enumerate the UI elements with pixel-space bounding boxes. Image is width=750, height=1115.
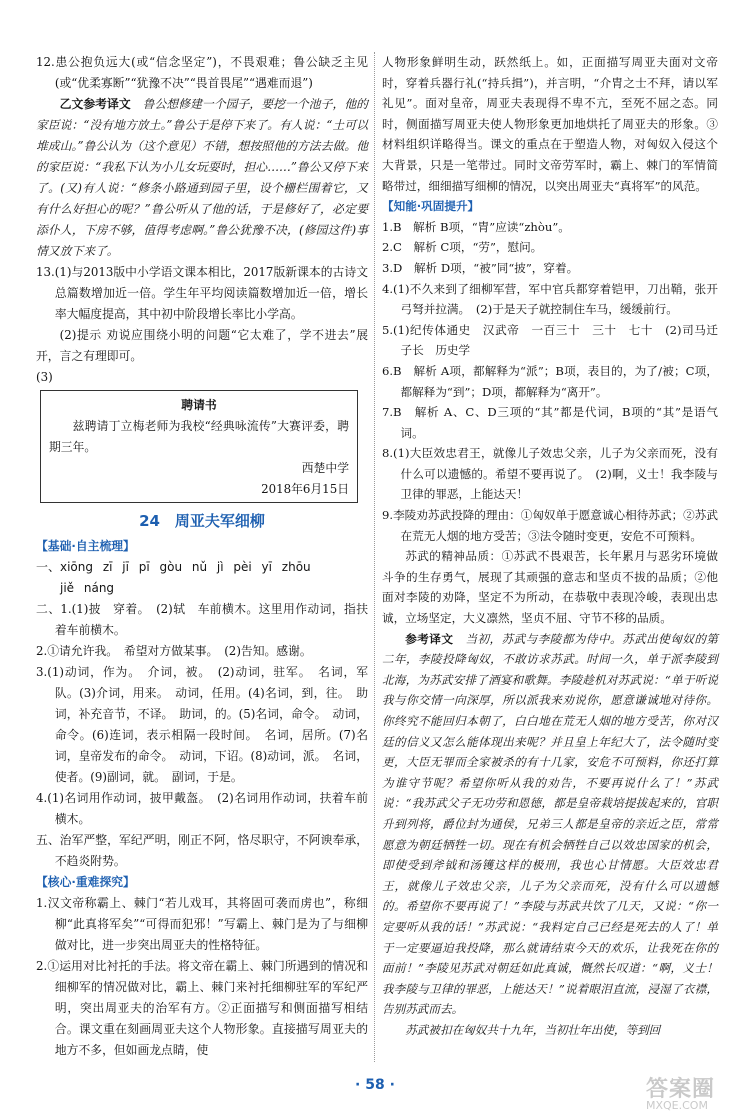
left-column <box>36 52 368 1061</box>
column-divider <box>374 52 375 1062</box>
exercise-answer-1: 1.B 解析 B项，“胄”应读“zhòu”。 <box>382 219 570 234</box>
invitation-letter-box <box>40 390 358 503</box>
section-basics-heading: 【基础·自主梳理】 <box>36 539 135 553</box>
core-answer-2-continued: 人物形象鲜明生动，跃然纸上。如，正面描写周亚夫面对文帝时，穿着兵器行礼(“持兵揖”)，并言明，“介胄之士不拜，请以军礼见”。面对皇帝，周亚夫表现得不卑不亢，至死不屈之态。同时，侧面描写周亚夫使人物形象更加地烘托了周亚夫的形象。③材料组织详略得当。课文的重点在于塑造人物，对匈奴入侵这个大背景，只是一笔带过。同时文帝劳军时，霸上、棘门的军情简略带过，细细描写细柳的情况，以突出周亚夫“真将军”的风范。 <box>382 55 718 193</box>
answer-13-2: (2)提示 劝说应围绕小明的问题“它太难了，学不进去”展开，言之有理即可。 <box>36 328 368 363</box>
section-core-heading: 【核心·重难探究】 <box>36 875 135 889</box>
invitation-title: 聘请书 <box>181 398 217 412</box>
pinyin-line-2: jiě náng <box>60 581 115 595</box>
translation-label: 乙文参考译文 <box>59 97 131 111</box>
reference-translation <box>382 629 718 1020</box>
lesson-title: 24 周亚夫军细柳 <box>139 512 265 530</box>
right-column <box>382 52 730 1041</box>
exercise-answer-6: 6.B 解析 A项，都解释为“派”；B项，表目的，为了/被；C项，都解释为“到”；D项，都解释为“离开”。 <box>382 363 718 399</box>
page-number: · 58 · <box>355 1077 395 1093</box>
answer-2-1: 二、1.(1)披 穿着。 (2)轼 车前横木。这里用作动词，指扶着车前横木。 <box>36 602 368 637</box>
yiwen-translation <box>36 94 368 262</box>
watermark-logo <box>646 1072 742 1112</box>
last-line: 苏武被扣在匈奴共十九年，当初壮年出使，等到回 <box>405 1022 661 1037</box>
exercise-answer-7: 7.B 解析 A、C、D三项的“其”都是代词，B项的“其”是语气词。 <box>382 405 718 440</box>
watermark-url: MXQE.COM <box>646 1099 708 1112</box>
exercise-answer-4: 4.(1)不久来到了细柳军营，军中官兵都穿着铠甲，刀出鞘，张开弓弩并拉满。 (2)于是天子就控制住车马，缓缓前行。 <box>382 281 718 317</box>
exercise-answer-5: 5.(1)纪传体通史 汉武帝 一百三十 三十 七十 (2)司马迁 子长 历史学 <box>382 322 730 358</box>
exercise-answer-3: 3.D 解析 D项，“被”同“披”，穿着。 <box>382 260 579 275</box>
answer-3: 3.(1)动词，作为。 介词，被。 (2)动词，驻军。 名词，军队。(3)介词，用来。 动词，任用。(4)名词，到，往。 助词，补充音节，不译。 助词，的。(5)名词，命令。 动词，命令。(6)连词，表示相隔一段时间。 名词，居所。(7)名词，皇帝发布的命令。 动词，下诏。(8)动词，派。 名词，使者。(9)副词，就。 副词，于是。 <box>36 665 368 784</box>
watermark-main-text: 答案圈 <box>646 1077 716 1102</box>
answer-13-1: 13.(1)与2013版中小学语文课本相比，2017版新课本的古诗文总篇数增加近一倍。学生年平均阅读篇数增加近一倍，增长率大幅度提高，其中初中阶段增长率比小学高。 <box>36 265 368 321</box>
exercise-answer-9-quality: 苏武的精神品质：①苏武不畏艰苦，长年累月与恶劣环境做斗争的生存勇气，展现了其顽强的意志和坚贞不拔的品质；②他面对李陵的劝降，坚定不为所动，在恭敬中表现冷峻，表现出忠诚，立场坚定，大义凛然，坚贞不屈、守节不移的品质。 <box>382 549 718 626</box>
answer-2-2: 2.①请允许我。 希望对方做某事。 (2)告知。感谢。 <box>36 644 312 658</box>
pinyin-line-1: 一、xiōng zī jī pī gòu nǔ jì pèi yī zhōu <box>36 560 311 574</box>
invitation-body: 兹聘请丁立梅老师为我校“经典咏流传”大赛评委，聘期三年。 <box>49 419 349 454</box>
answer-4: 4.(1)名词用作动词，披甲戴盔。 (2)名词用作动词，扶着车前横木。 <box>36 791 368 826</box>
core-answer-2: 2.①运用对比衬托的手法。将文帝在霸上、棘门所遇到的情况和细柳军的情况做对比，霸上、棘门来衬托细柳驻军的军纪严明，突出周亚夫的治军有方。②正面描写和侧面描写相结合。课文重在刻画周亚夫这个人物形象。直接描写周亚夫的地方不多，但如画龙点睛，使 <box>36 959 368 1057</box>
answer-13-3: (3) <box>36 370 53 384</box>
page-number-value: 58 <box>365 1077 385 1093</box>
answer-12: 12.患公抱负远大(或“信念坚定”)，不畏艰难；鲁公缺乏主见(或“优柔寡断”“犹豫不决”“畏首畏尾”“遇难而退”) <box>36 55 368 90</box>
translation-text: 鲁公想修建一个园子，要挖一个池子，他的家臣说：“没有地方放土。”鲁公于是停下来了。有人说：“土可以堆成山。”鲁公认为（这个意见）不错，想按照他的方法去做。他的家臣说：“我私下认为小儿女玩耍时，担心……”鲁公又停下来了。(又)有人说：“修条小路通到园子里，设个栅栏围着它，又有什么好担心的呢？”鲁公听从了他的话，于是修好了，必定要添仆人，下房不够，值得考虑啊。”鲁公犹豫不决，(修园这件)事情又放下来了。 <box>36 97 368 258</box>
exercise-answer-9: 9.李陵劝苏武投降的理由：①匈奴单于愿意诚心相待苏武；②苏武在荒无人烟的地方受苦；③法令随时变更，安危不可预料。 <box>382 508 718 543</box>
exercise-answer-2: 2.C 解析 C项，“劳”，慰问。 <box>382 240 543 255</box>
section-consolidation-heading: 【知能·巩固提升】 <box>382 199 480 214</box>
answer-5: 五、治军严整，军纪严明，刚正不阿，恪尽职守，不阿谀奉承，不趋炎附势。 <box>36 833 368 868</box>
exercise-answer-8: 8.(1)大臣效忠君王，就像儿子效忠父亲，儿子为父亲而死，没有什么可以遗憾的。希望不要再说了。 (2)啊，义士！我李陵与卫律的罪恶，上能达天！ <box>382 446 718 502</box>
invitation-school: 西楚中学 <box>301 461 349 475</box>
core-answer-1: 1.汉文帝称霸上、棘门“若儿戏耳，其将固可袭而虏也”，称细柳“此真将军矣”“可得而犯邪！”写霸上、棘门是为了与细柳做对比，进一步突出周亚夫的性格特征。 <box>36 896 368 952</box>
reference-translation-label: 参考译文 <box>405 631 454 646</box>
reference-translation-text: 当初，苏武与李陵都为侍中。苏武出使匈奴的第二年，李陵投降匈奴，不敢访求苏武。时间一久，单于派李陵到北海，为苏武安排了酒宴和歌舞。李陵趁机对苏武说：“单于听说我与你交情一向深厚，所以派我来劝说你，愿意谦诚地对待你。你终究不能回归本朝了，白白地在荒无人烟的地方受苦，你对汉廷的信义又怎么能体现出来呢？并且皇上年纪大了，法令随时变更，大臣无罪而全家被杀的有十几家，安危不可预料，你还打算为谁守节呢？希望你听从我的劝告，不要再说什么了！”苏武说：“我苏武父子无功劳和恩德，都是皇帝栽培提拔起来的，官职升到列将，爵位封为通侯，兄弟三人都是皇帝的亲近之臣，常常愿意为朝廷牺牲一切。现在有机会牺牲自己以效忠国家的机会，即使受到斧钺和汤镬这样的极刑，我也心甘情愿。大臣效忠君王，就像儿子效忠父亲，儿子为父亲而死，没有什么可以遗憾的。希望你不要再说了！”李陵与苏武共饮了几天，又说：“你一定要听从我的话！”苏武说：“我料定自己已经是死去的人了！单于一定要逼迫我投降，那么就请结束今天的欢乐，让我死在你的面前！”李陵见苏武对朝廷如此真诚，慨然长叹道：“啊，义士！我李陵与卫律的罪恶，上能达天！”说着眼泪直流，浸湿了衣襟，告别苏武而去。 <box>382 631 718 1017</box>
invitation-date: 2018年6月15日 <box>261 482 349 496</box>
